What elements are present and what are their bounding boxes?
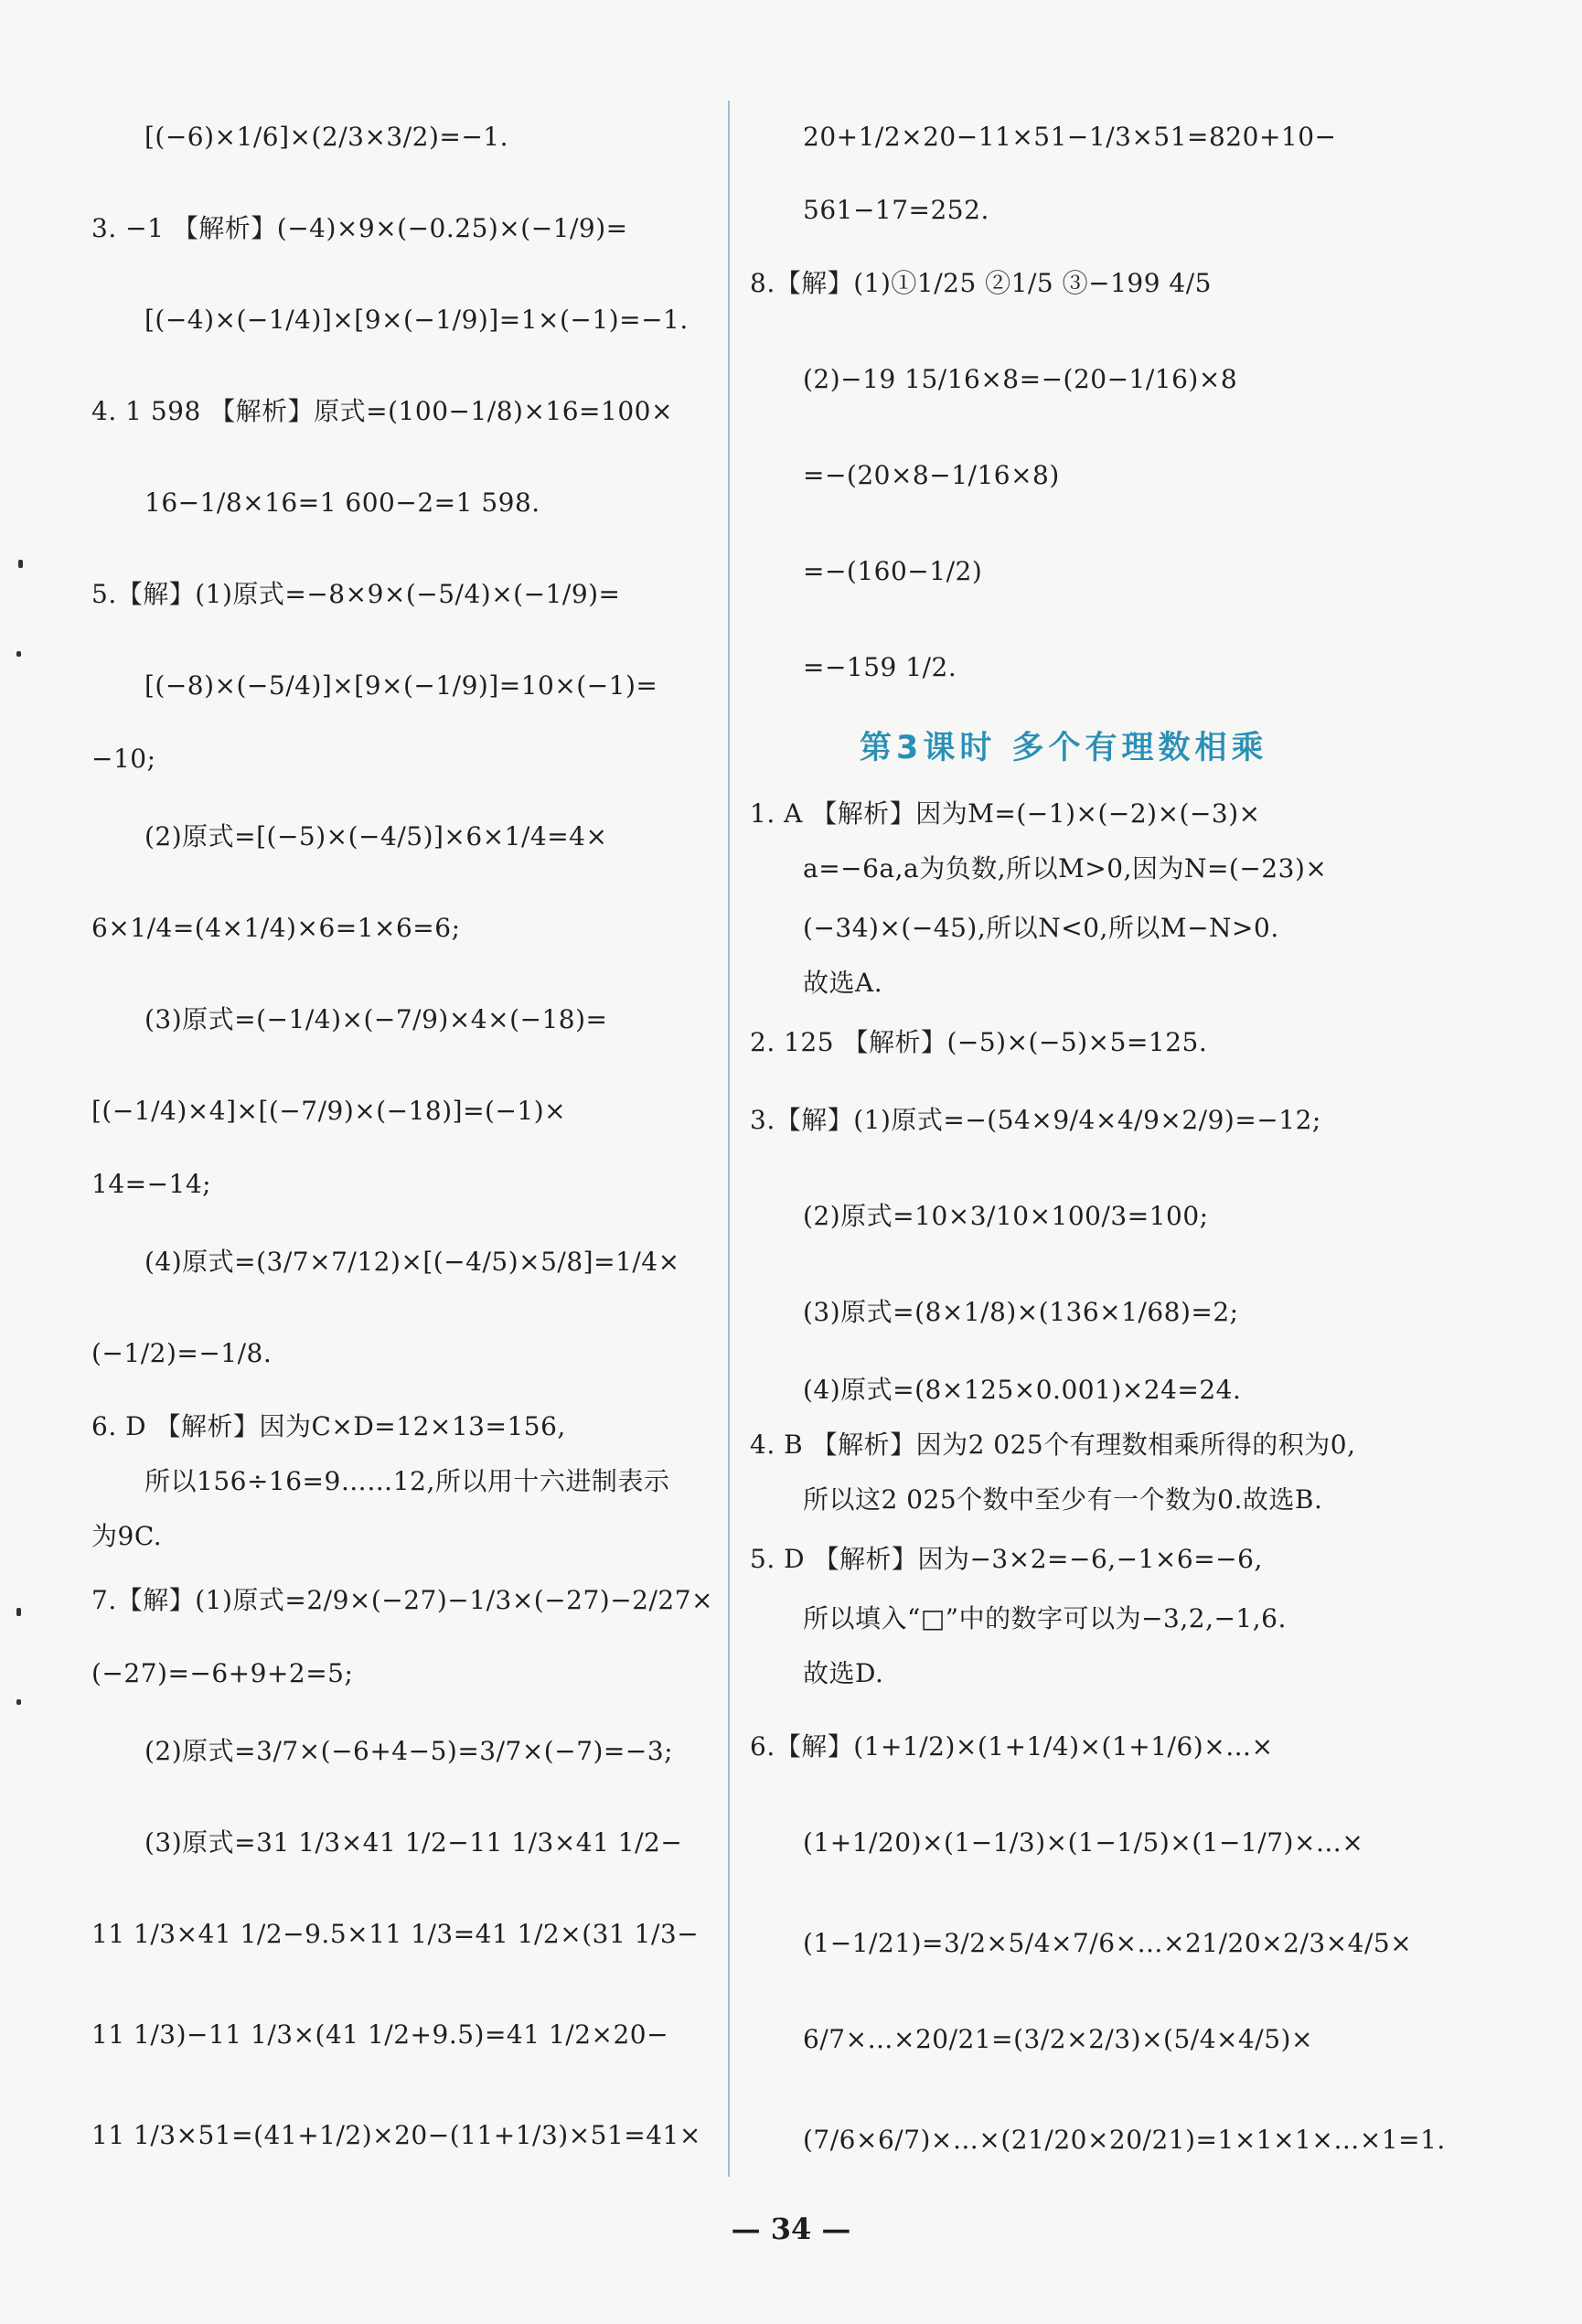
answer-line: 7.【解】(1)原式=2/9×(−27)−1/3×(−27)−2/27×: [91, 1585, 714, 1615]
answer-line: 8.【解】(1)①1/25 ②1/5 ③−199 4/5: [750, 268, 1212, 298]
answer-line: (2)−19 15/16×8=−(20−1/16)×8: [803, 364, 1238, 394]
answer-line: 20+1/2×20−11×51−1/3×51=820+10−: [803, 122, 1337, 152]
answer-line: 5.【解】(1)原式=−8×9×(−5/4)×(−1/9)=: [91, 579, 621, 609]
answer-line: 1. A 【解析】因为M=(−1)×(−2)×(−3)×: [750, 798, 1261, 829]
answer-line: 561−17=252.: [803, 195, 989, 225]
answer-line: 所以填入“□”中的数字可以为−3,2,−1,6.: [803, 1603, 1287, 1633]
answer-line: =−(160−1/2): [803, 556, 983, 586]
margin-mark: [16, 651, 21, 657]
answer-line: 所以156÷16=9……12,所以用十六进制表示: [144, 1466, 670, 1496]
answer-line: 6/7×…×20/21=(3/2×2/3)×(5/4×4/5)×: [803, 2024, 1313, 2054]
answer-line: (−34)×(−45),所以N<0,所以M−N>0.: [803, 913, 1279, 943]
answer-line: (1+1/20)×(1−1/3)×(1−1/5)×(1−1/7)×…×: [803, 1827, 1364, 1858]
answer-line: 6.【解】(1+1/2)×(1+1/4)×(1+1/6)×…×: [750, 1731, 1274, 1762]
answer-line: (3)原式=(−1/4)×(−7/9)×4×(−18)=: [144, 1004, 608, 1034]
answer-line: 3. −1 【解析】(−4)×9×(−0.25)×(−1/9)=: [91, 213, 628, 243]
answer-line: 故选D.: [803, 1658, 884, 1688]
answer-line: 14=−14;: [91, 1169, 212, 1199]
answer-line: 4. 1 598 【解析】原式=(100−1/8)×16=100×: [91, 396, 673, 426]
answer-line: a=−6a,a为负数,所以M>0,因为N=(−23)×: [803, 853, 1328, 884]
answer-line: (2)原式=3/7×(−6+4−5)=3/7×(−7)=−3;: [144, 1736, 674, 1766]
page-number: — 34 —: [731, 2212, 851, 2246]
answer-line: (−27)=−6+9+2=5;: [91, 1658, 354, 1688]
margin-mark: [18, 560, 23, 568]
answer-line: −10;: [91, 744, 156, 774]
answer-line: 16−1/8×16=1 600−2=1 598.: [144, 487, 540, 518]
answer-line: (1−1/21)=3/2×5/4×7/6×…×21/20×2/3×4/5×: [803, 1928, 1413, 1958]
answer-line: (3)原式=31 1/3×41 1/2−11 1/3×41 1/2−: [144, 1827, 683, 1858]
answer-line: [(−4)×(−1/4)]×[9×(−1/9)]=1×(−1)=−1.: [144, 305, 689, 335]
answer-line: 6. D 【解析】因为C×D=12×13=156,: [91, 1411, 566, 1441]
answer-line: [(−8)×(−5/4)]×[9×(−1/9)]=10×(−1)=: [144, 670, 658, 701]
answer-line: 11 1/3)−11 1/3×(41 1/2+9.5)=41 1/2×20−: [91, 2019, 669, 2050]
margin-mark: [16, 1699, 21, 1705]
answer-line: (−1/2)=−1/8.: [91, 1338, 273, 1368]
section-title: 第3课时 多个有理数相乘: [860, 730, 1268, 766]
answer-line: 6×1/4=(4×1/4)×6=1×6=6;: [91, 913, 461, 943]
answer-line: =−159 1/2.: [803, 652, 957, 682]
answer-line: =−(20×8−1/16×8): [803, 460, 1060, 490]
answer-line: (4)原式=(8×125×0.001)×24=24.: [803, 1375, 1242, 1405]
answer-line: 5. D 【解析】因为−3×2=−6,−1×6=−6,: [750, 1544, 1263, 1574]
answer-line: 为9C.: [91, 1521, 163, 1551]
answer-line: 故选A.: [803, 968, 883, 998]
answer-line: 11 1/3×51=(41+1/2)×20−(11+1/3)×51=41×: [91, 2120, 701, 2150]
column-divider: [728, 101, 730, 2177]
answer-line: [(−6)×1/6]×(2/3×3/2)=−1.: [144, 122, 509, 152]
answer-line: (2)原式=10×3/10×100/3=100;: [803, 1201, 1209, 1231]
answer-line: 所以这2 025个数中至少有一个数为0.故选B.: [803, 1484, 1323, 1515]
answer-line: 3.【解】(1)原式=−(54×9/4×4/9×2/9)=−12;: [750, 1105, 1321, 1135]
answer-line: 11 1/3×41 1/2−9.5×11 1/3=41 1/2×(31 1/3−: [91, 1919, 700, 1949]
margin-mark: [16, 1608, 21, 1616]
answer-line: [(−1/4)×4]×[(−7/9)×(−18)]=(−1)×: [91, 1096, 567, 1126]
answer-line: 4. B 【解析】因为2 025个有理数相乘所得的积为0,: [750, 1430, 1356, 1460]
answer-line: (2)原式=[(−5)×(−4/5)]×6×1/4=4×: [144, 821, 608, 851]
answer-line: 2. 125 【解析】(−5)×(−5)×5=125.: [750, 1027, 1208, 1057]
answer-line: (3)原式=(8×1/8)×(136×1/68)=2;: [803, 1297, 1239, 1327]
answer-line: (7/6×6/7)×…×(21/20×20/21)=1×1×1×…×1=1.: [803, 2125, 1446, 2155]
answer-line: (4)原式=(3/7×7/12)×[(−4/5)×5/8]=1/4×: [144, 1247, 680, 1277]
